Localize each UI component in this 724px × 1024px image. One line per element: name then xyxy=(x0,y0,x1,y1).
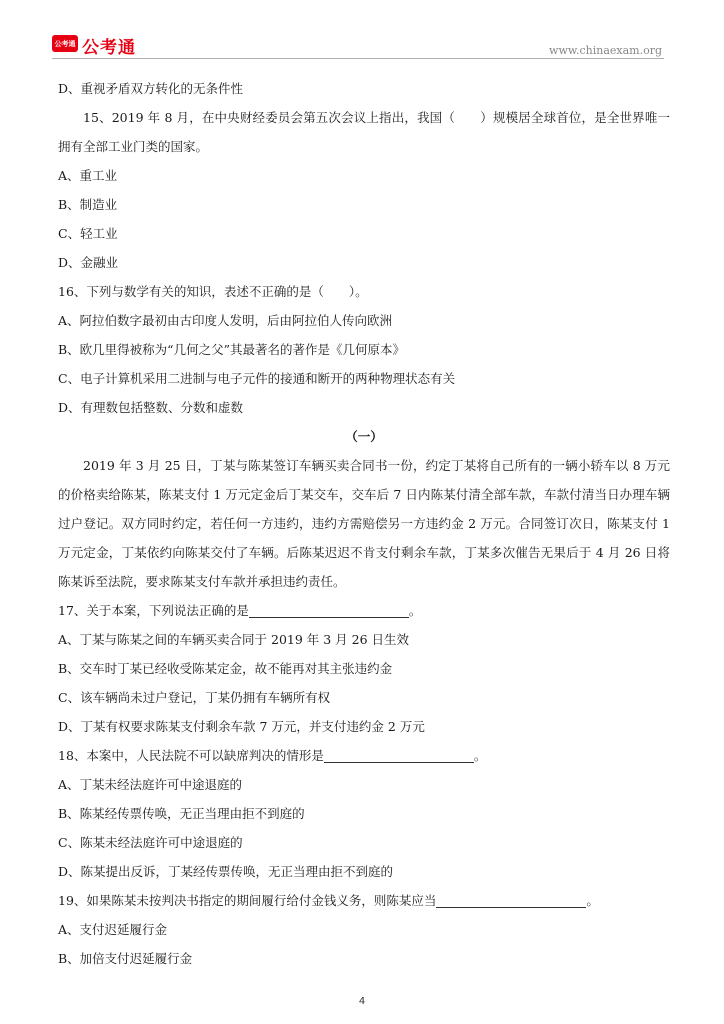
q19-option-b: B、加倍支付迟延履行金 xyxy=(58,951,193,966)
page-header xyxy=(0,0,724,62)
q18-option-b: B、陈某经传票传唤，无正当理由拒不到庭的 xyxy=(58,806,305,821)
brand-logo-badge: 公考通 xyxy=(52,35,78,52)
document-body xyxy=(58,74,670,973)
brand-name: 公考通 xyxy=(82,38,136,58)
q19-stem-end: 。 xyxy=(586,893,599,908)
q15-option-b: B、制造业 xyxy=(58,197,118,212)
q17-stem xyxy=(58,596,670,625)
q17-answer-blank xyxy=(249,603,409,618)
section-title: （一） xyxy=(345,429,383,444)
q17-option-d: D、丁某有权要求陈某支付剩余车款 7 万元，并支付违约金 2 万元 xyxy=(58,719,425,734)
q14-option-d: D、重视矛盾双方转化的无条件性 xyxy=(58,81,244,96)
q19-stem xyxy=(58,886,670,915)
q16-option-b: B、欧几里得被称为“几何之父”其最著名的著作是《几何原本》 xyxy=(58,342,405,357)
q18-stem xyxy=(58,741,670,770)
q18-option-c: C、陈某未经法庭许可中途退庭的 xyxy=(58,835,243,850)
q17-option-b: B、交车时丁某已经收受陈某定金，故不能再对其主张违约金 xyxy=(58,661,393,676)
q15-stem: 15、2019 年 8 月，在中央财经委员会第五次会议上指出，我国（ ）规模居全球首位，是全世界唯一拥有全部工业门类的国家。 xyxy=(58,110,670,154)
q18-option-d: D、陈某提出反诉，丁某经传票传唤，无正当理由拒不到庭的 xyxy=(58,864,394,879)
case-description: 2019 年 3 月 25 日，丁某与陈某签订车辆买卖合同书一份，约定丁某将自己所有的一辆小轿车以 8 万元的价格卖给陈某，陈某支付 1 万元定金后丁某交车，交车后 7 日内陈某付清全部车款，车款付清当日办理车辆过户登记。双方同时约定，若任何一方违约，违约方需赔偿另一方违约金 2 万元。合同签订次日，陈某支付 1 万元定金，丁某依约向陈某交付了车辆。后陈某迟迟不肯支付剩余车款，丁某多次催告无果后于 4 月 26 日将陈某诉至法院，要求陈某支付车款并承担违约责任。 xyxy=(58,458,670,589)
q17-option-a: A、丁某与陈某之间的车辆买卖合同于 2019 年 3 月 26 日生效 xyxy=(58,632,410,647)
page-number: 4 xyxy=(358,996,366,1007)
q16-option-d: D、有理数包括整数、分数和虚数 xyxy=(58,400,244,415)
q18-stem-end: 。 xyxy=(473,748,487,763)
q19-answer-blank xyxy=(436,893,586,908)
q18-answer-blank xyxy=(324,748,474,763)
q19-stem-text: 19、如果陈某未按判决书指定的期间履行给付金钱义务，则陈某应当 xyxy=(58,893,437,908)
q17-stem-text: 17、关于本案，下列说法正确的是 xyxy=(58,603,249,618)
q16-option-a: A、阿拉伯数字最初由古印度人发明，后由阿拉伯人传向欧洲 xyxy=(58,313,393,328)
q17-option-c: C、该车辆尚未过户登记，丁某仍拥有车辆所有权 xyxy=(58,690,331,705)
q18-option-a: A、丁某未经法庭许可中途退庭的 xyxy=(58,777,243,792)
site-url[interactable]: www.chinaexam.org xyxy=(549,44,662,57)
q17-stem-end: 。 xyxy=(408,603,422,618)
q19-option-a: A、支付迟延履行金 xyxy=(58,922,168,937)
header-divider xyxy=(52,58,664,59)
q15-option-a: A、重工业 xyxy=(58,168,118,183)
q16-option-c: C、电子计算机采用二进制与电子元件的接通和断开的两种物理状态有关 xyxy=(58,371,456,386)
q18-stem-text: 18、本案中，人民法院不可以缺席判决的情形是 xyxy=(58,748,324,763)
q15-option-c: C、轻工业 xyxy=(58,226,118,241)
q16-stem: 16、下列与数学有关的知识，表述不正确的是（ ）。 xyxy=(58,284,368,299)
q15-option-d: D、金融业 xyxy=(58,255,119,270)
